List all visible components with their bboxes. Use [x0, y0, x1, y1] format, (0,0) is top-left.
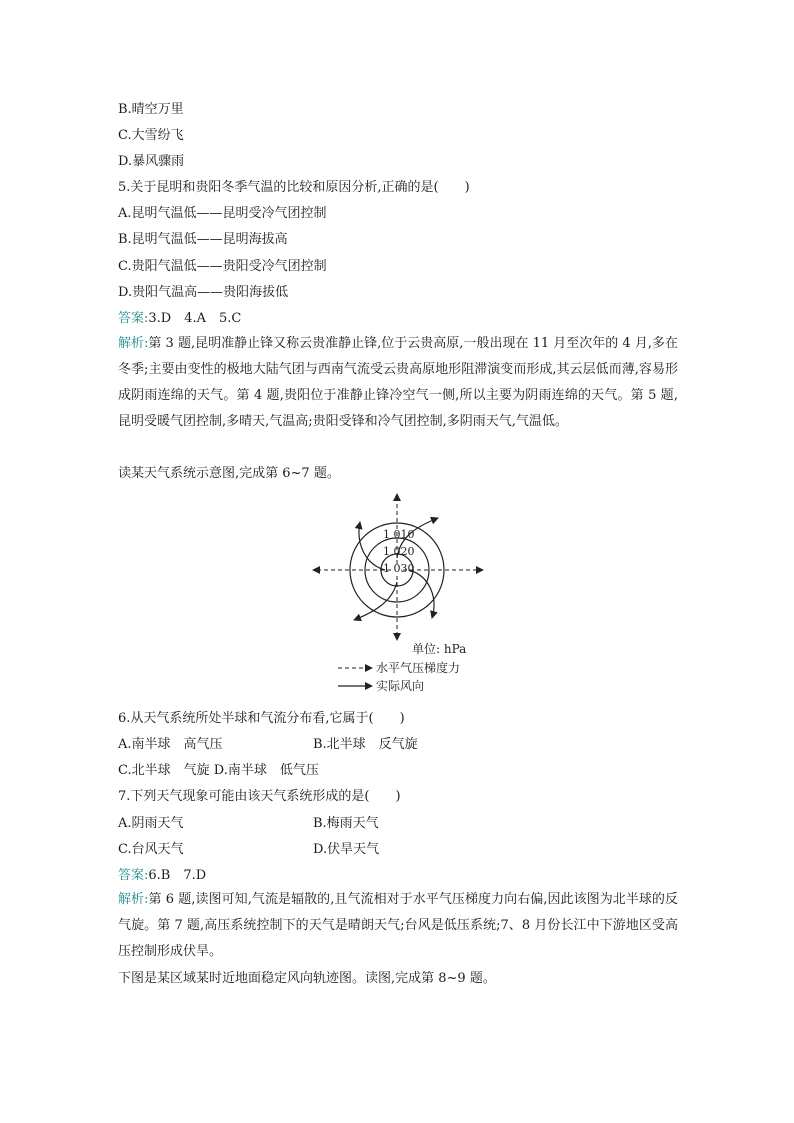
isobar-label-outer: 1 010	[383, 528, 415, 541]
q7-stem: 7.下列天气现象可能由该天气系统形成的是( )	[118, 789, 401, 804]
q7-options-row-2	[118, 841, 678, 859]
q5-option-a: A.昆明气温低——昆明受冷气团控制	[118, 206, 327, 221]
wind-arrow-west	[359, 522, 385, 570]
q6-option-d: D.南半球 低气压	[213, 763, 319, 778]
analysis-block-1	[118, 331, 678, 435]
q5-option-b: B.昆明气温低——昆明海拔高	[118, 232, 288, 247]
q5-option-c: C.贵阳气温低——贵阳受冷气团控制	[118, 259, 327, 274]
q6-options-row-2	[118, 762, 319, 780]
analysis-block-2	[118, 887, 678, 965]
q7-option-d: D.伏旱天气	[313, 842, 380, 857]
isobar-label-middle: 1 020	[383, 545, 415, 558]
answer-text: 3.D 4.A 5.C	[148, 311, 242, 326]
q7-option-c: C.台风天气	[118, 842, 184, 857]
answer-label: 答案:	[118, 311, 149, 326]
weather-system-diagram	[300, 490, 500, 700]
analysis-text: 第 6 题,读图可知,气流是辐散的,且气流相对于水平气压梯度力向右偏,因此该图为北半球的反气旋。第 7 题,高压系统控制下的天气是晴朗天气;台风是低压系统;7、8 月份长江中下游地区受高压控制形成伏旱。	[118, 892, 678, 959]
analysis-label: 解析:	[118, 336, 149, 351]
answer-label: 答案:	[118, 868, 149, 883]
q5-option-d: D.贵阳气温高——贵阳海拔低	[118, 285, 289, 300]
analysis-label: 解析:	[118, 892, 149, 907]
q6-stem: 6.从天气系统所处半球和气流分布看,它属于( )	[118, 711, 405, 726]
intro-q8-9: 下图是某区域某时近地面稳定风向轨迹图。读图,完成第 8~9 题。	[118, 971, 496, 986]
answer-text: 6.B 7.D	[148, 868, 207, 883]
analysis-text: 第 3 题,昆明准静止锋又称云贵准静止锋,位于云贵高原,一般出现在 11 月至次年的 4 月,多在冬季;主要由变性的极地大陆气团与西南气流受云贵高原地形阻滞演变而形成,其云层低而薄,容易形成阴雨连绵的天气。第 4 题,贵阳位于准静止锋冷空气一侧,所以主要为阴雨连绵的天气。第 5 题,昆明受暖气团控制,多晴天,气温高;贵阳受锋和冷气团控制,多阴雨天气,气温低。	[118, 336, 678, 429]
intro-q6-7: 读某天气系统示意图,完成第 6~7 题。	[118, 466, 340, 481]
q7-option-a: A.阴雨天气	[118, 816, 184, 831]
q6-options-row-1	[118, 736, 678, 754]
q7-option-b: B.梅雨天气	[313, 816, 379, 831]
answer-block-2	[118, 867, 206, 885]
legend-dashed-label: 水平气压梯度力	[376, 661, 461, 675]
q4-option-d: D.暴风骤雨	[118, 154, 185, 169]
legend-solid-label: 实际风向	[376, 679, 425, 693]
q4-option-c: C.大雪纷飞	[118, 128, 184, 143]
answer-block-1	[118, 310, 241, 328]
q6-option-a: A.南半球 高气压	[118, 737, 223, 752]
q4-option-b: B.晴空万里	[118, 102, 184, 117]
q6-option-b: B.北半球 反气旋	[313, 737, 418, 752]
q7-options-row-1	[118, 815, 678, 833]
q5-stem: 5.关于昆明和贵阳冬季气温的比较和原因分析,正确的是( )	[118, 180, 470, 195]
q6-option-c: C.北半球 气旋	[118, 763, 210, 778]
diagram-unit: 单位: hPa	[412, 642, 467, 656]
isobar-label-inner: 1 030	[383, 562, 415, 575]
